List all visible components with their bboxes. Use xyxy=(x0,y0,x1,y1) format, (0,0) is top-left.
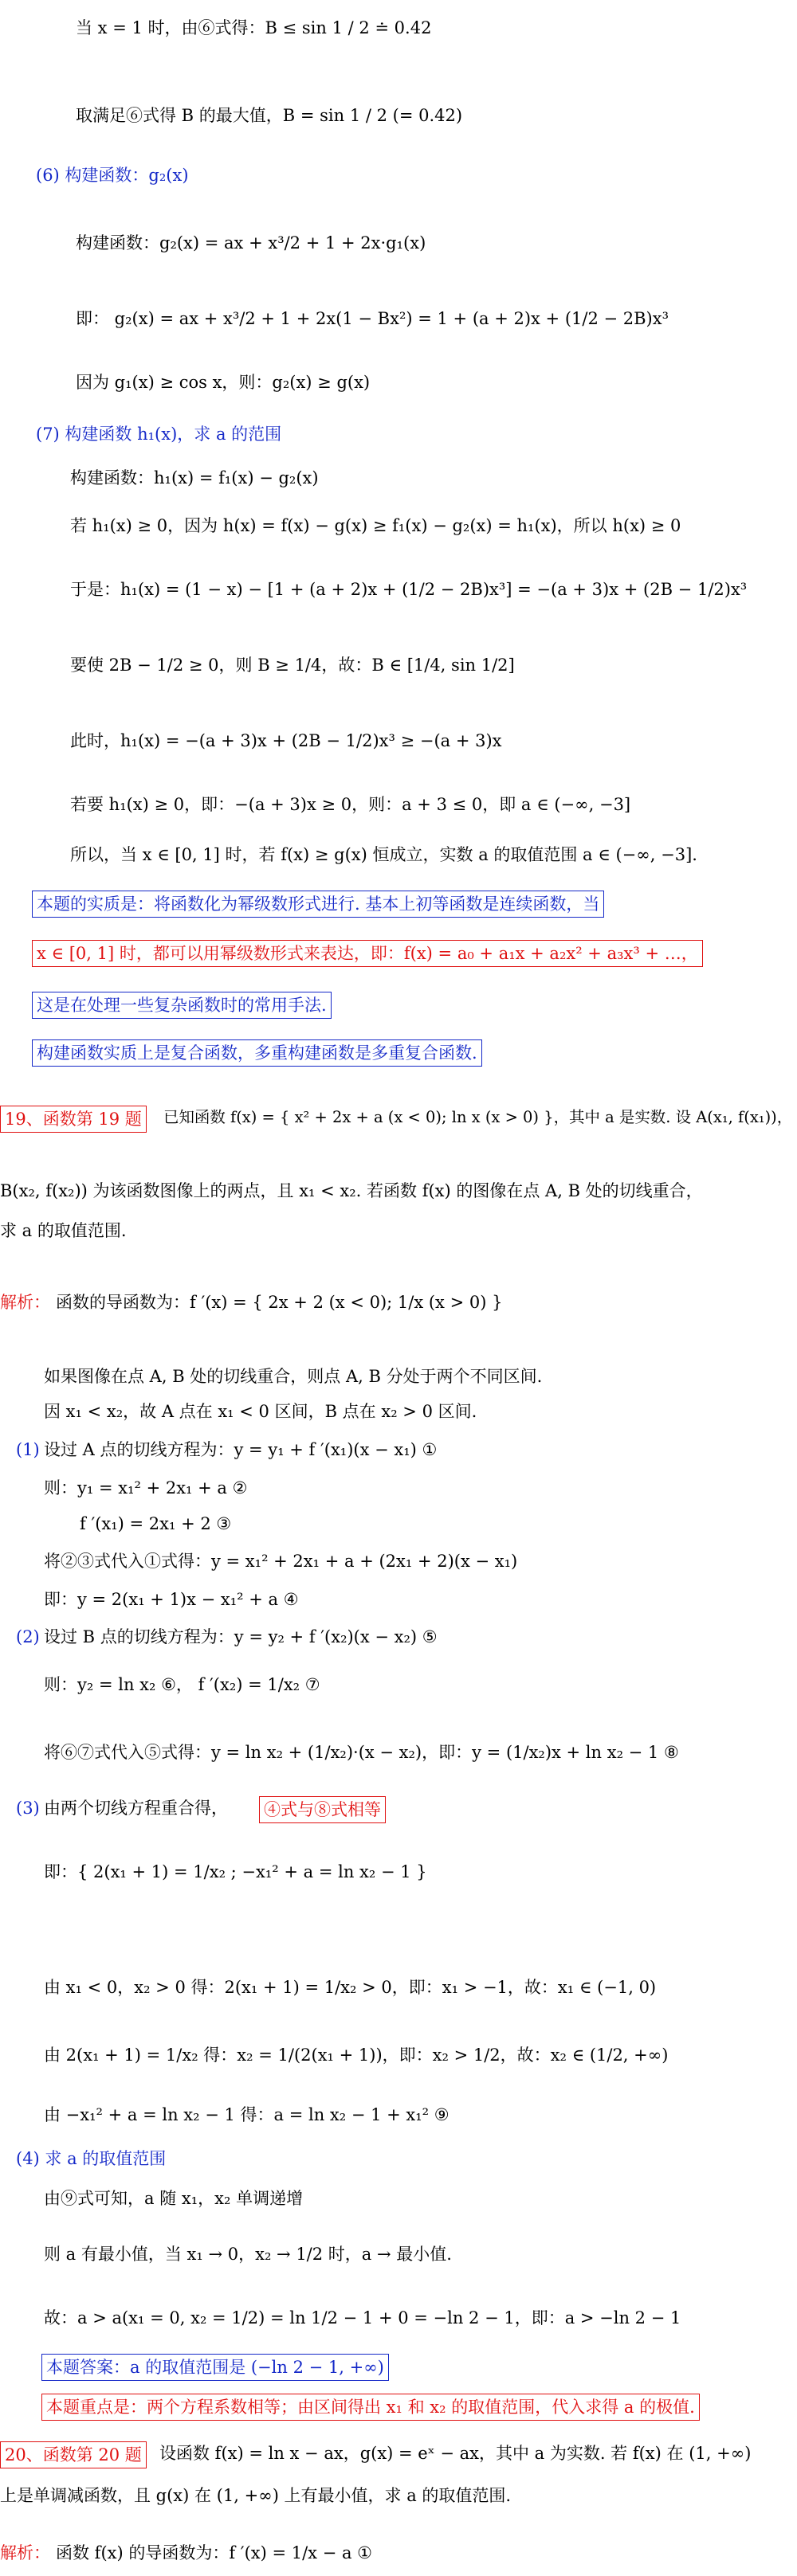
text-line: 若 h₁(x) ≥ 0，因为 h(x) = f(x) − g(x) ≥ f₁(x) − g₂(x) = h₁(x)，所以 h(x) ≥ 0 xyxy=(70,516,681,535)
text-line: 由⑨式可知，a 随 x₁，x₂ 单调递增 xyxy=(44,2189,304,2208)
text-line: 即：{ 2(x₁ + 1) = 1/x₂ ; −x₁² + a = ln x₂ − 1 } xyxy=(44,1862,427,1881)
text-line: 函数 f(x) 的导函数为：f ′(x) = 1/x − a ① xyxy=(56,2543,372,2562)
text-line: 19、函数第 19 题 xyxy=(0,1106,147,1133)
text-line: (6) 构建函数：g₂(x) xyxy=(36,166,189,185)
text-line: (4) 求 a 的取值范围 xyxy=(16,2149,167,2168)
text-line: 即： g₂(x) = ax + x³/2 + 1 + 2x(1 − Bx²) = 1 + (a + 2)x + (1/2 − 2B)x³ xyxy=(76,309,669,328)
text-line: (3) xyxy=(16,1799,40,1818)
text-line: 因 x₁ < x₂，故 A 点在 x₁ < 0 区间，B 点在 x₂ > 0 区间. xyxy=(44,1402,477,1421)
text-line: 设过 A 点的切线方程为：y = y₁ + f ′(x₁)(x − x₁) ① xyxy=(44,1440,438,1459)
text-line: 则 a 有最小值，当 x₁ → 0，x₂ → 1/2 时，a → 最小值. xyxy=(44,2245,452,2264)
text-line: 上是单调减函数，且 g(x) 在 (1, +∞) 上有最小值，求 a 的取值范围. xyxy=(0,2486,512,2505)
text-line: 此时，h₁(x) = −(a + 3)x + (2B − 1/2)x³ ≥ −(a + 3)x xyxy=(70,731,502,750)
text-line: 若要 h₁(x) ≥ 0，即：−(a + 3)x ≥ 0，则：a + 3 ≤ 0，即 a ∈ (−∞, −3] xyxy=(70,795,631,814)
text-line: x ∈ [0, 1] 时，都可以用幂级数形式来表达，即：f(x) = a₀ + a₁x + a₂x² + a₃x³ + …， xyxy=(32,940,703,967)
text-line: 构建函数实质上是复合函数，多重构建函数是多重复合函数. xyxy=(32,1039,482,1067)
text-line: 20、函数第 20 题 xyxy=(0,2441,147,2468)
text-line: B(x₂, f(x₂)) 为该函数图像上的两点，且 x₁ < x₂. 若函数 f(x) 的图像在点 A, B 处的切线重合， xyxy=(0,1181,703,1200)
text-line: 已知函数 f(x) = { x² + 2x + a (x < 0); ln x (x > 0) }，其中 a 是实数. 设 A(x₁, f(x₁))， xyxy=(163,1108,793,1126)
text-line: 因为 g₁(x) ≥ cos x，则：g₂(x) ≥ g(x) xyxy=(76,373,371,392)
text-line: 构建函数：g₂(x) = ax + x³/2 + 1 + 2x·g₁(x) xyxy=(76,233,426,253)
text-line: 构建函数：h₁(x) = f₁(x) − g₂(x) xyxy=(70,468,319,487)
text-line: 如果图像在点 A, B 处的切线重合，则点 A, B 分处于两个不同区间. xyxy=(44,1367,543,1386)
text-line: 要使 2B − 1/2 ≥ 0，则 B ≥ 1/4，故：B ∈ [1/4, sin 1/2] xyxy=(70,656,515,675)
text-line: 即：y = 2(x₁ + 1)x − x₁² + a ④ xyxy=(44,1590,299,1609)
text-line: 本题重点是：两个方程系数相等；由区间得出 x₁ 和 x₂ 的取值范围，代入求得 a 的极值. xyxy=(41,2394,700,2421)
text-line: (7) 构建函数 h₁(x)，求 a 的范围 xyxy=(36,425,282,444)
text-line: 设过 B 点的切线方程为：y = y₂ + f ′(x₂)(x − x₂) ⑤ xyxy=(44,1627,438,1646)
text-line: 将⑥⑦式代入⑤式得：y = ln x₂ + (1/x₂)·(x − x₂)，即：y = (1/x₂)x + ln x₂ − 1 ⑧ xyxy=(44,1743,679,1762)
text-line: f ′(x₁) = 2x₁ + 2 ③ xyxy=(80,1514,232,1533)
text-line: (2) xyxy=(16,1627,40,1646)
text-line: 则：y₁ = x₁² + 2x₁ + a ② xyxy=(44,1478,248,1497)
text-line: 故：a > a(x₁ = 0, x₂ = 1/2) = ln 1/2 − 1 + 0 = −ln 2 − 1，即：a > −ln 2 − 1 xyxy=(44,2308,681,2327)
text-line: 取满足⑥式得 B 的最大值，B = sin 1 / 2 (= 0.42) xyxy=(76,106,463,125)
text-line: 所以，当 x ∈ [0, 1] 时，若 f(x) ≥ g(x) 恒成立，实数 a 的取值范围 a ∈ (−∞, −3]. xyxy=(70,845,697,864)
text-line: 设函数 f(x) = ln x − ax，g(x) = eˣ − ax，其中 a 为实数. 若 f(x) 在 (1, +∞) xyxy=(159,2444,752,2463)
text-line: 由两个切线方程重合得， xyxy=(44,1799,228,1818)
text-line: 由 2(x₁ + 1) = 1/x₂ 得：x₂ = 1/(2(x₁ + 1))，即：x₂ > 1/2，故：x₂ ∈ (1/2, +∞) xyxy=(44,2046,669,2065)
text-line: 当 x = 1 时，由⑥式得：B ≤ sin 1 / 2 ≐ 0.42 xyxy=(76,18,432,37)
text-line: 由 −x₁² + a = ln x₂ − 1 得：a = ln x₂ − 1 + x₁² ⑨ xyxy=(44,2105,450,2124)
text-line: 这是在处理一些复杂函数时的常用手法. xyxy=(32,992,332,1019)
text-line: 本题的实质是：将函数化为幂级数形式进行. 基本上初等函数是连续函数，当 xyxy=(32,891,604,918)
text-line: 于是：h₁(x) = (1 − x) − [1 + (a + 2)x + (1/2 − 2B)x³] = −(a + 3)x + (2B − 1/2)x³ xyxy=(70,580,748,599)
text-line: ④式与⑧式相等 xyxy=(259,1796,386,1823)
text-line: 函数的导函数为：f ′(x) = { 2x + 2 (x < 0); 1/x (x > 0) } xyxy=(56,1293,503,1312)
text-line: 解析： xyxy=(0,1293,50,1312)
text-line: 由 x₁ < 0，x₂ > 0 得：2(x₁ + 1) = 1/x₂ > 0，即：x₁ > −1，故：x₁ ∈ (−1, 0) xyxy=(44,1978,657,1997)
text-line: 求 a 的取值范围. xyxy=(0,1221,127,1240)
text-line: 则：y₂ = ln x₂ ⑥， f ′(x₂) = 1/x₂ ⑦ xyxy=(44,1675,320,1694)
text-line: 解析： xyxy=(0,2543,50,2562)
text-line: 本题答案：a 的取值范围是 (−ln 2 − 1, +∞) xyxy=(41,2354,389,2381)
text-line: (1) xyxy=(16,1440,40,1459)
text-line: 将②③式代入①式得：y = x₁² + 2x₁ + a + (2x₁ + 2)(x − x₁) xyxy=(44,1552,518,1571)
